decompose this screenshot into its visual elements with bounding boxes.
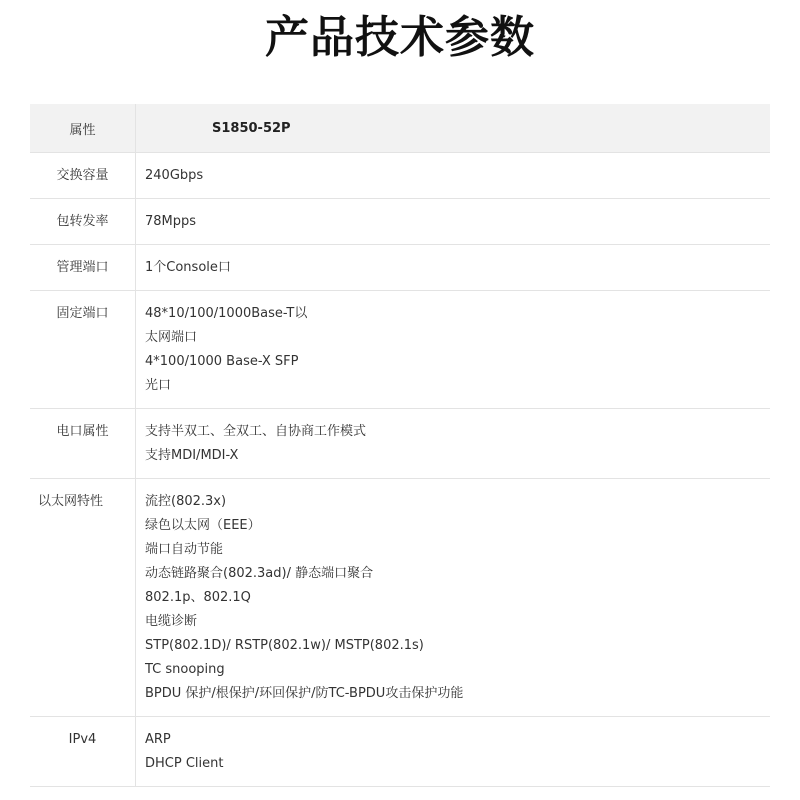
row-value-line: ARP <box>145 732 171 747</box>
table-row <box>30 291 770 409</box>
row-label-text: 固定端口 <box>56 306 109 321</box>
row-value-line: TC snooping <box>145 662 225 677</box>
header-label: 属性 <box>30 104 136 153</box>
row-label <box>30 717 136 787</box>
row-value-line: 动态链路聚合(802.3ad)/ 静态端口聚合 <box>145 566 374 581</box>
row-value-line: 支持MDI/MDI-X <box>145 448 239 463</box>
row-value-line: 48*10/100/1000Base-T以 <box>145 306 308 321</box>
row-value-line: 绿色以太网（EEE） <box>145 518 261 533</box>
table-row <box>30 409 770 479</box>
row-value-line: BPDU 保护/根保护/环回保护/防TC-BPDU攻击保护功能 <box>145 686 464 701</box>
row-label-text: IPv4 <box>68 732 97 747</box>
row-value <box>136 717 771 787</box>
row-value-line: 太网端口 <box>145 330 198 345</box>
row-value-line: 光口 <box>145 378 172 393</box>
row-label <box>30 479 136 717</box>
row-value-line: 电缆诊断 <box>145 614 198 629</box>
row-value-line: STP(802.1D)/ RSTP(802.1w)/ MSTP(802.1s) <box>145 638 424 653</box>
row-value-line: 1个Console口 <box>145 260 231 275</box>
row-label <box>30 409 136 479</box>
table-row <box>30 717 770 787</box>
table-row <box>30 479 770 717</box>
row-value-line: 78Mpps <box>145 214 197 229</box>
row-value <box>136 199 771 245</box>
row-label <box>30 245 136 291</box>
row-value-line: 流控(802.3x) <box>145 494 227 509</box>
spec-table <box>30 104 770 787</box>
row-value <box>136 245 771 291</box>
row-label-text: 以太网特性 <box>38 494 104 509</box>
row-value-line: 支持半双工、全双工、自协商工作模式 <box>145 424 367 439</box>
row-label <box>30 291 136 409</box>
table-row <box>30 245 770 291</box>
row-value-line: 802.1p、802.1Q <box>145 590 251 605</box>
row-value-line: 端口自动节能 <box>145 542 224 557</box>
row-label-text: 管理端口 <box>56 260 109 275</box>
row-label <box>30 199 136 245</box>
row-value <box>136 409 771 479</box>
row-value-line: 240Gbps <box>145 168 204 183</box>
header-model: S1850-52P <box>136 104 771 153</box>
table-header-row <box>30 104 770 153</box>
row-label <box>30 153 136 199</box>
table-row <box>30 199 770 245</box>
row-label-text: 电口属性 <box>56 424 109 439</box>
row-value <box>136 291 771 409</box>
row-value-line: DHCP Client <box>145 756 224 771</box>
row-value-line: 4*100/1000 Base-X SFP <box>145 354 299 369</box>
row-value <box>136 479 771 717</box>
table-row <box>30 153 770 199</box>
row-label-text: 交换容量 <box>56 168 109 183</box>
row-label-text: 包转发率 <box>56 214 109 229</box>
row-value <box>136 153 771 199</box>
page-title: 产品技术参数 <box>265 12 535 63</box>
